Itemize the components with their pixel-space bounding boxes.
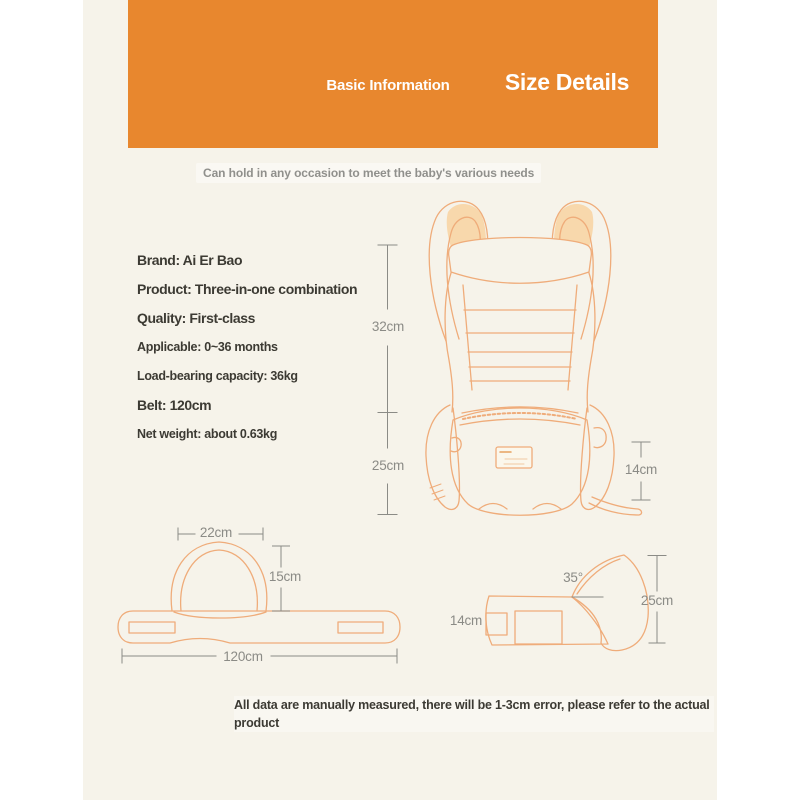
dim-label-belt-dome-width: 22cm bbox=[199, 525, 233, 540]
disclaimer-text: All data are manually measured, there will be 1-3cm error, please refer to the actual product bbox=[234, 696, 714, 732]
info-net-weight: Net weight: about 0.63kg bbox=[137, 426, 278, 441]
tab-basic-information: Basic Information bbox=[326, 77, 450, 94]
info-applicable: Applicable: 0~36 months bbox=[137, 339, 278, 354]
dim-label-carrier-back-height: 32cm bbox=[371, 319, 405, 334]
brand-label-patch bbox=[496, 447, 532, 468]
info-product: Product: Three-in-one combination bbox=[137, 280, 358, 297]
dim-label-seat-wing-height: 25cm bbox=[640, 593, 674, 608]
info-load-bearing: Load-bearing capacity: 36kg bbox=[137, 368, 298, 383]
tab-size-details: Size Details bbox=[504, 69, 630, 95]
info-quality: Quality: First-class bbox=[137, 309, 256, 326]
dim-label-carrier-seat-height: 25cm bbox=[371, 458, 405, 473]
dim-label-belt-length: 120cm bbox=[223, 649, 263, 664]
carrier-front-drawing bbox=[426, 201, 642, 515]
dim-label-seat-front-height: 14cm bbox=[449, 613, 483, 628]
seat-pocket-large bbox=[515, 611, 562, 644]
belt-velcro-left bbox=[129, 622, 175, 633]
waist-belt-drawing bbox=[118, 542, 400, 643]
dim-label-carrier-side-depth: 14cm bbox=[624, 462, 658, 477]
subtitle-text: Can hold in any occasion to meet the baby's various needs bbox=[196, 163, 541, 183]
info-brand: Brand: Ai Er Bao bbox=[137, 251, 243, 268]
belt-velcro-right bbox=[338, 622, 383, 633]
info-belt: Belt: 120cm bbox=[137, 396, 212, 413]
dim-label-seat-angle: 35° bbox=[563, 570, 583, 585]
dim-label-belt-dome-height: 15cm bbox=[268, 569, 302, 584]
carrier-height-dimension bbox=[378, 245, 397, 515]
dimension-lines bbox=[122, 245, 666, 663]
